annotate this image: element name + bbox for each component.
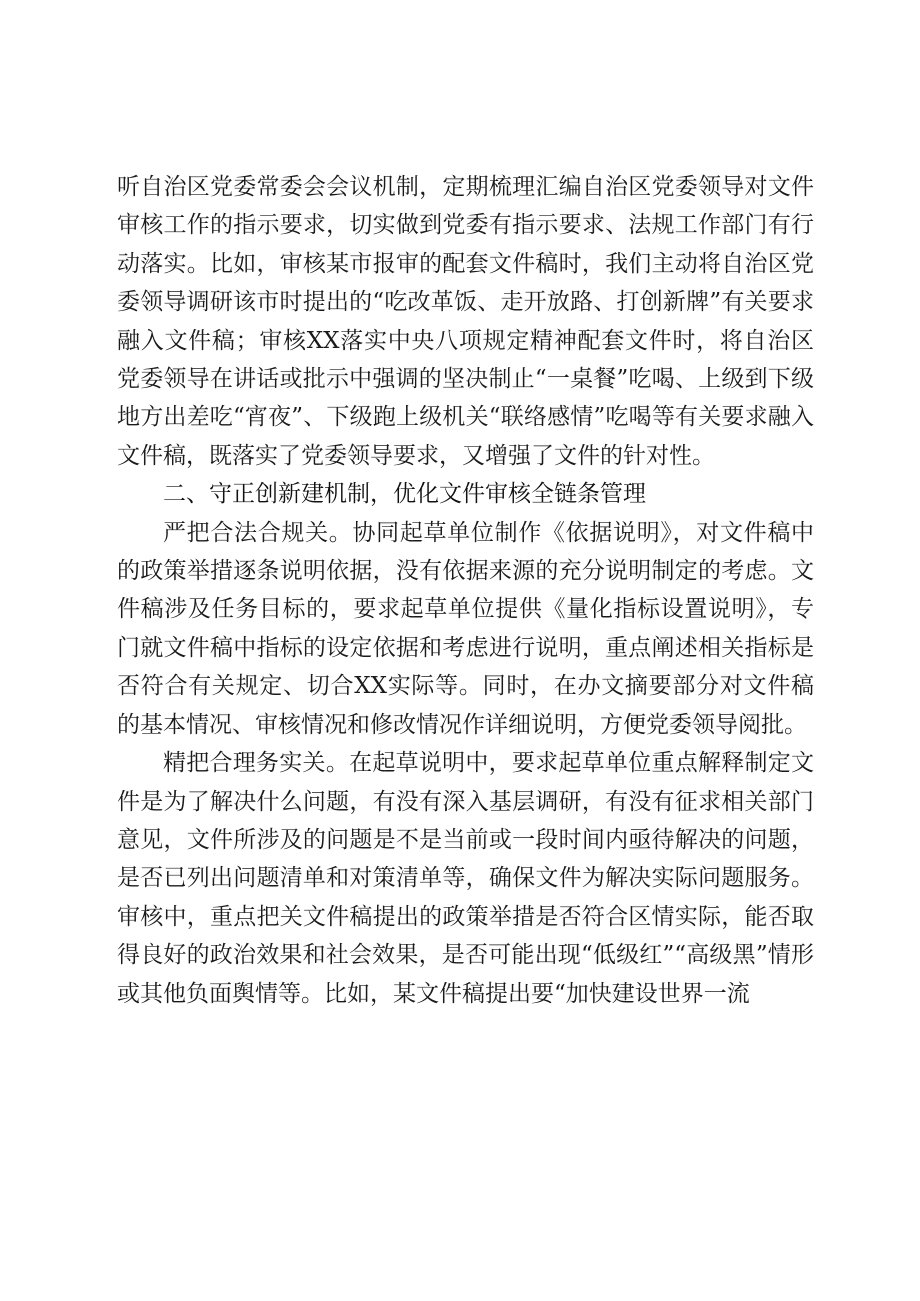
- paragraph-continuation: 听自治区党委常委会会议机制，定期梳理汇编自治区党委领导对文件审核工作的指示要求，切实做到党委有指示要求、法规工作部门有行动落实。比如，审核某市报审的配套文件稿时，我们主动将自治区党委领导调研该市时提出的“吃改革饭、走开放路、打创新牌”有关要求融入文件稿；审核XX落实中央八项规定精神配套文件时，将自治区党委领导在讲话或批示中强调的坚决制止“一桌餐”吃喝、上级到下级地方出差吃“宵夜”、下级跑上级机关“联络感情”吃喝等有关要求融入文件稿，既落实了党委领导要求，又增强了文件的针对性。: [117, 174, 814, 469]
- paragraph-legal-compliance: 严把合法合规关。协同起草单位制作《依据说明》，对文件稿中的政策举措逐条说明依据，没有依据来源的充分说明制定的考虑。文件稿涉及任务目标的，要求起草单位提供《量化指标设置说明》，专门就文件稿中指标的设定依据和考虑进行说明，重点阐述相关指标是否符合有关规定、切合XX实际等。同时，在办文摘要部分对文件稿的基本情况、审核情况和修改情况作详细说明，方便党委领导阅批。: [117, 519, 814, 738]
- paragraph-practical-rationality: 精把合理务实关。在起草说明中，要求起草单位重点解释制定文件是为了解决什么问题，有没有深入基层调研，有没有征求相关部门意见，文件所涉及的问题是不是当前或一段时间内亟待解决的问题，是否已列出问题清单和对策清单等，确保文件为解决实际问题服务。审核中，重点把关文件稿提出的政策举措是否符合区情实际，能否取得良好的政治效果和社会效果，是否可能出现“低级红”“高级黑”情形或其他负面舆情等。比如，某文件稿提出要“加快建设世界一流: [117, 750, 814, 1007]
- section-heading: 二、守正创新建机制，优化文件审核全链条管理: [163, 481, 646, 508]
- document-body: [117, 168, 814, 1013]
